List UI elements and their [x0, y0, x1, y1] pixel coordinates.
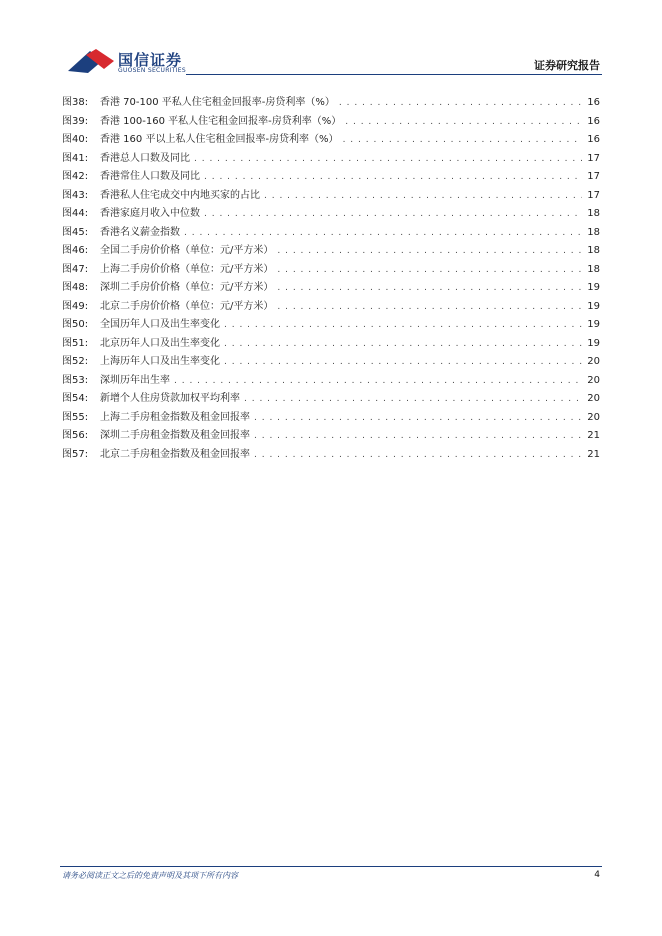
toc-entry[interactable]: [62, 94, 600, 113]
toc-dot-leader: [339, 94, 582, 113]
toc-dot-leader: [277, 298, 582, 317]
toc-entry-number: 图57:: [62, 448, 89, 460]
toc-dot-leader: [174, 372, 582, 391]
toc-entry-title: 全国历年人口及出生率变化: [100, 319, 220, 330]
footer-divider: [60, 866, 602, 867]
toc-entry-title: 北京历年人口及出生率变化: [100, 337, 220, 349]
toc-dot-leader: [254, 409, 582, 428]
toc-entry-page: 20: [587, 356, 600, 367]
toc-entry-page: 18: [587, 263, 600, 275]
toc-entry[interactable]: [62, 427, 600, 446]
toc-entry[interactable]: [62, 131, 600, 150]
toc-entry[interactable]: [62, 242, 600, 261]
toc-entry-number: 图49:: [62, 300, 89, 312]
toc-entry-number: 图38:: [62, 97, 89, 108]
toc-entry-title: 北京二手房价价格（单位：元/平方米）: [100, 300, 274, 312]
page-header: [0, 0, 662, 80]
toc-entry-title: 全国二手房价价格（单位：元/平方米）: [100, 245, 274, 256]
toc-entry-title: 深圳历年出生率: [100, 374, 170, 386]
toc-entry[interactable]: [62, 298, 600, 317]
page-number: 4: [594, 870, 600, 880]
toc-entry[interactable]: [62, 335, 600, 354]
toc-entry-number: 图43:: [62, 189, 89, 201]
toc-entry[interactable]: [62, 113, 600, 132]
toc-entry-number: 图44:: [62, 208, 89, 219]
toc-entry-page: 20: [587, 393, 600, 404]
brand-name-en: GUOSEN SECURITIES: [118, 67, 187, 74]
brand-name-cn: 国信证券: [118, 51, 183, 69]
toc-entry-page: 18: [587, 226, 600, 238]
toc-entry-title: 香港总人口数及同比: [100, 152, 190, 164]
toc-entry-page: 16: [587, 97, 600, 108]
toc-entry[interactable]: [62, 261, 600, 280]
toc-dot-leader: [277, 261, 582, 280]
toc-entry-page: 19: [587, 337, 600, 349]
toc-entry-title: 深圳二手房租金指数及租金回报率: [100, 430, 250, 441]
toc-entry[interactable]: [62, 353, 600, 372]
toc-entry-title: 香港私人住宅成交中内地买家的占比: [100, 189, 260, 201]
toc-entry[interactable]: [62, 224, 600, 243]
toc-entry-page: 17: [587, 152, 600, 164]
guosen-logo-icon: [66, 47, 116, 77]
toc-dot-leader: [204, 205, 582, 224]
toc-entry-title: 北京二手房租金指数及租金回报率: [100, 448, 250, 460]
toc-entry[interactable]: [62, 316, 600, 335]
toc-entry-number: 图52:: [62, 356, 89, 367]
toc-entry-number: 图53:: [62, 374, 89, 386]
toc-entry-number: 图55:: [62, 411, 89, 423]
toc-dot-leader: [194, 150, 582, 169]
toc-dot-leader: [254, 446, 582, 465]
toc-dot-leader: [224, 335, 582, 354]
toc-dot-leader: [244, 390, 582, 409]
toc-entry[interactable]: [62, 372, 600, 391]
toc-entry-number: 图39:: [62, 115, 89, 127]
toc-entry-number: 图54:: [62, 393, 89, 404]
toc-entry-number: 图50:: [62, 319, 89, 330]
toc-entry-page: 19: [587, 319, 600, 330]
toc-entry-page: 18: [587, 245, 600, 256]
toc-dot-leader: [184, 224, 582, 243]
toc-dot-leader: [345, 113, 582, 132]
toc-entry[interactable]: [62, 390, 600, 409]
toc-dot-leader: [224, 316, 582, 335]
toc-entry-number: 图42:: [62, 171, 89, 182]
toc-entry-title: 香港家庭月收入中位数: [100, 208, 200, 219]
toc-entry-title: 香港 160 平以上私人住宅租金回报率-房贷利率（%）: [100, 134, 339, 145]
toc-entry-page: 16: [587, 115, 600, 127]
toc-entry[interactable]: [62, 168, 600, 187]
toc-entry-page: 19: [587, 282, 600, 293]
toc-entry-page: 19: [587, 300, 600, 312]
toc-entry[interactable]: [62, 446, 600, 465]
toc-entry-title: 新增个人住房贷款加权平均利率: [100, 393, 240, 404]
toc-entry-page: 17: [587, 171, 600, 182]
toc-entry[interactable]: [62, 205, 600, 224]
toc-entry-page: 20: [587, 411, 600, 423]
toc-dot-leader: [264, 187, 582, 206]
toc-entry-number: 图45:: [62, 226, 89, 238]
toc-entry-page: 20: [587, 374, 600, 386]
toc-dot-leader: [224, 353, 582, 372]
toc-dot-leader: [277, 279, 582, 298]
toc-entry-number: 图46:: [62, 245, 89, 256]
toc-entry-page: 21: [587, 430, 600, 441]
toc-entry-number: 图41:: [62, 152, 89, 164]
toc-entry-page: 16: [587, 134, 600, 145]
toc-entry-page: 18: [587, 208, 600, 219]
toc-entry-title: 香港常住人口数及同比: [100, 171, 200, 182]
toc-entry[interactable]: [62, 409, 600, 428]
toc-entry[interactable]: [62, 150, 600, 169]
toc-dot-leader: [204, 168, 582, 187]
toc-entry-number: 图48:: [62, 282, 89, 293]
toc-dot-leader: [277, 242, 582, 261]
figure-list: [62, 94, 600, 464]
toc-entry-page: 17: [587, 189, 600, 201]
toc-entry-number: 图51:: [62, 337, 89, 349]
report-type-label: 证券研究报告: [534, 59, 600, 72]
toc-entry-title: 香港 100-160 平私人住宅租金回报率-房贷利率（%）: [100, 115, 342, 127]
toc-entry-title: 上海二手房价价格（单位：元/平方米）: [100, 263, 274, 275]
toc-entry-title: 深圳二手房价价格（单位：元/平方米）: [100, 282, 274, 293]
header-divider: [186, 74, 602, 75]
toc-entry-title: 香港名义薪金指数: [100, 226, 180, 238]
toc-dot-leader: [254, 427, 582, 446]
toc-entry[interactable]: [62, 187, 600, 206]
toc-entry-number: 图56:: [62, 430, 89, 441]
toc-entry[interactable]: [62, 279, 600, 298]
toc-entry-title: 上海历年人口及出生率变化: [100, 356, 220, 367]
footer-disclaimer: 请务必阅读正文之后的免责声明及其项下所有内容: [62, 871, 238, 880]
toc-entry-number: 图47:: [62, 263, 89, 275]
toc-dot-leader: [343, 131, 582, 150]
toc-entry-number: 图40:: [62, 134, 89, 145]
toc-entry-title: 上海二手房租金指数及租金回报率: [100, 411, 250, 423]
toc-entry-page: 21: [587, 448, 600, 460]
toc-entry-title: 香港 70-100 平私人住宅租金回报率-房贷利率（%）: [100, 97, 335, 108]
